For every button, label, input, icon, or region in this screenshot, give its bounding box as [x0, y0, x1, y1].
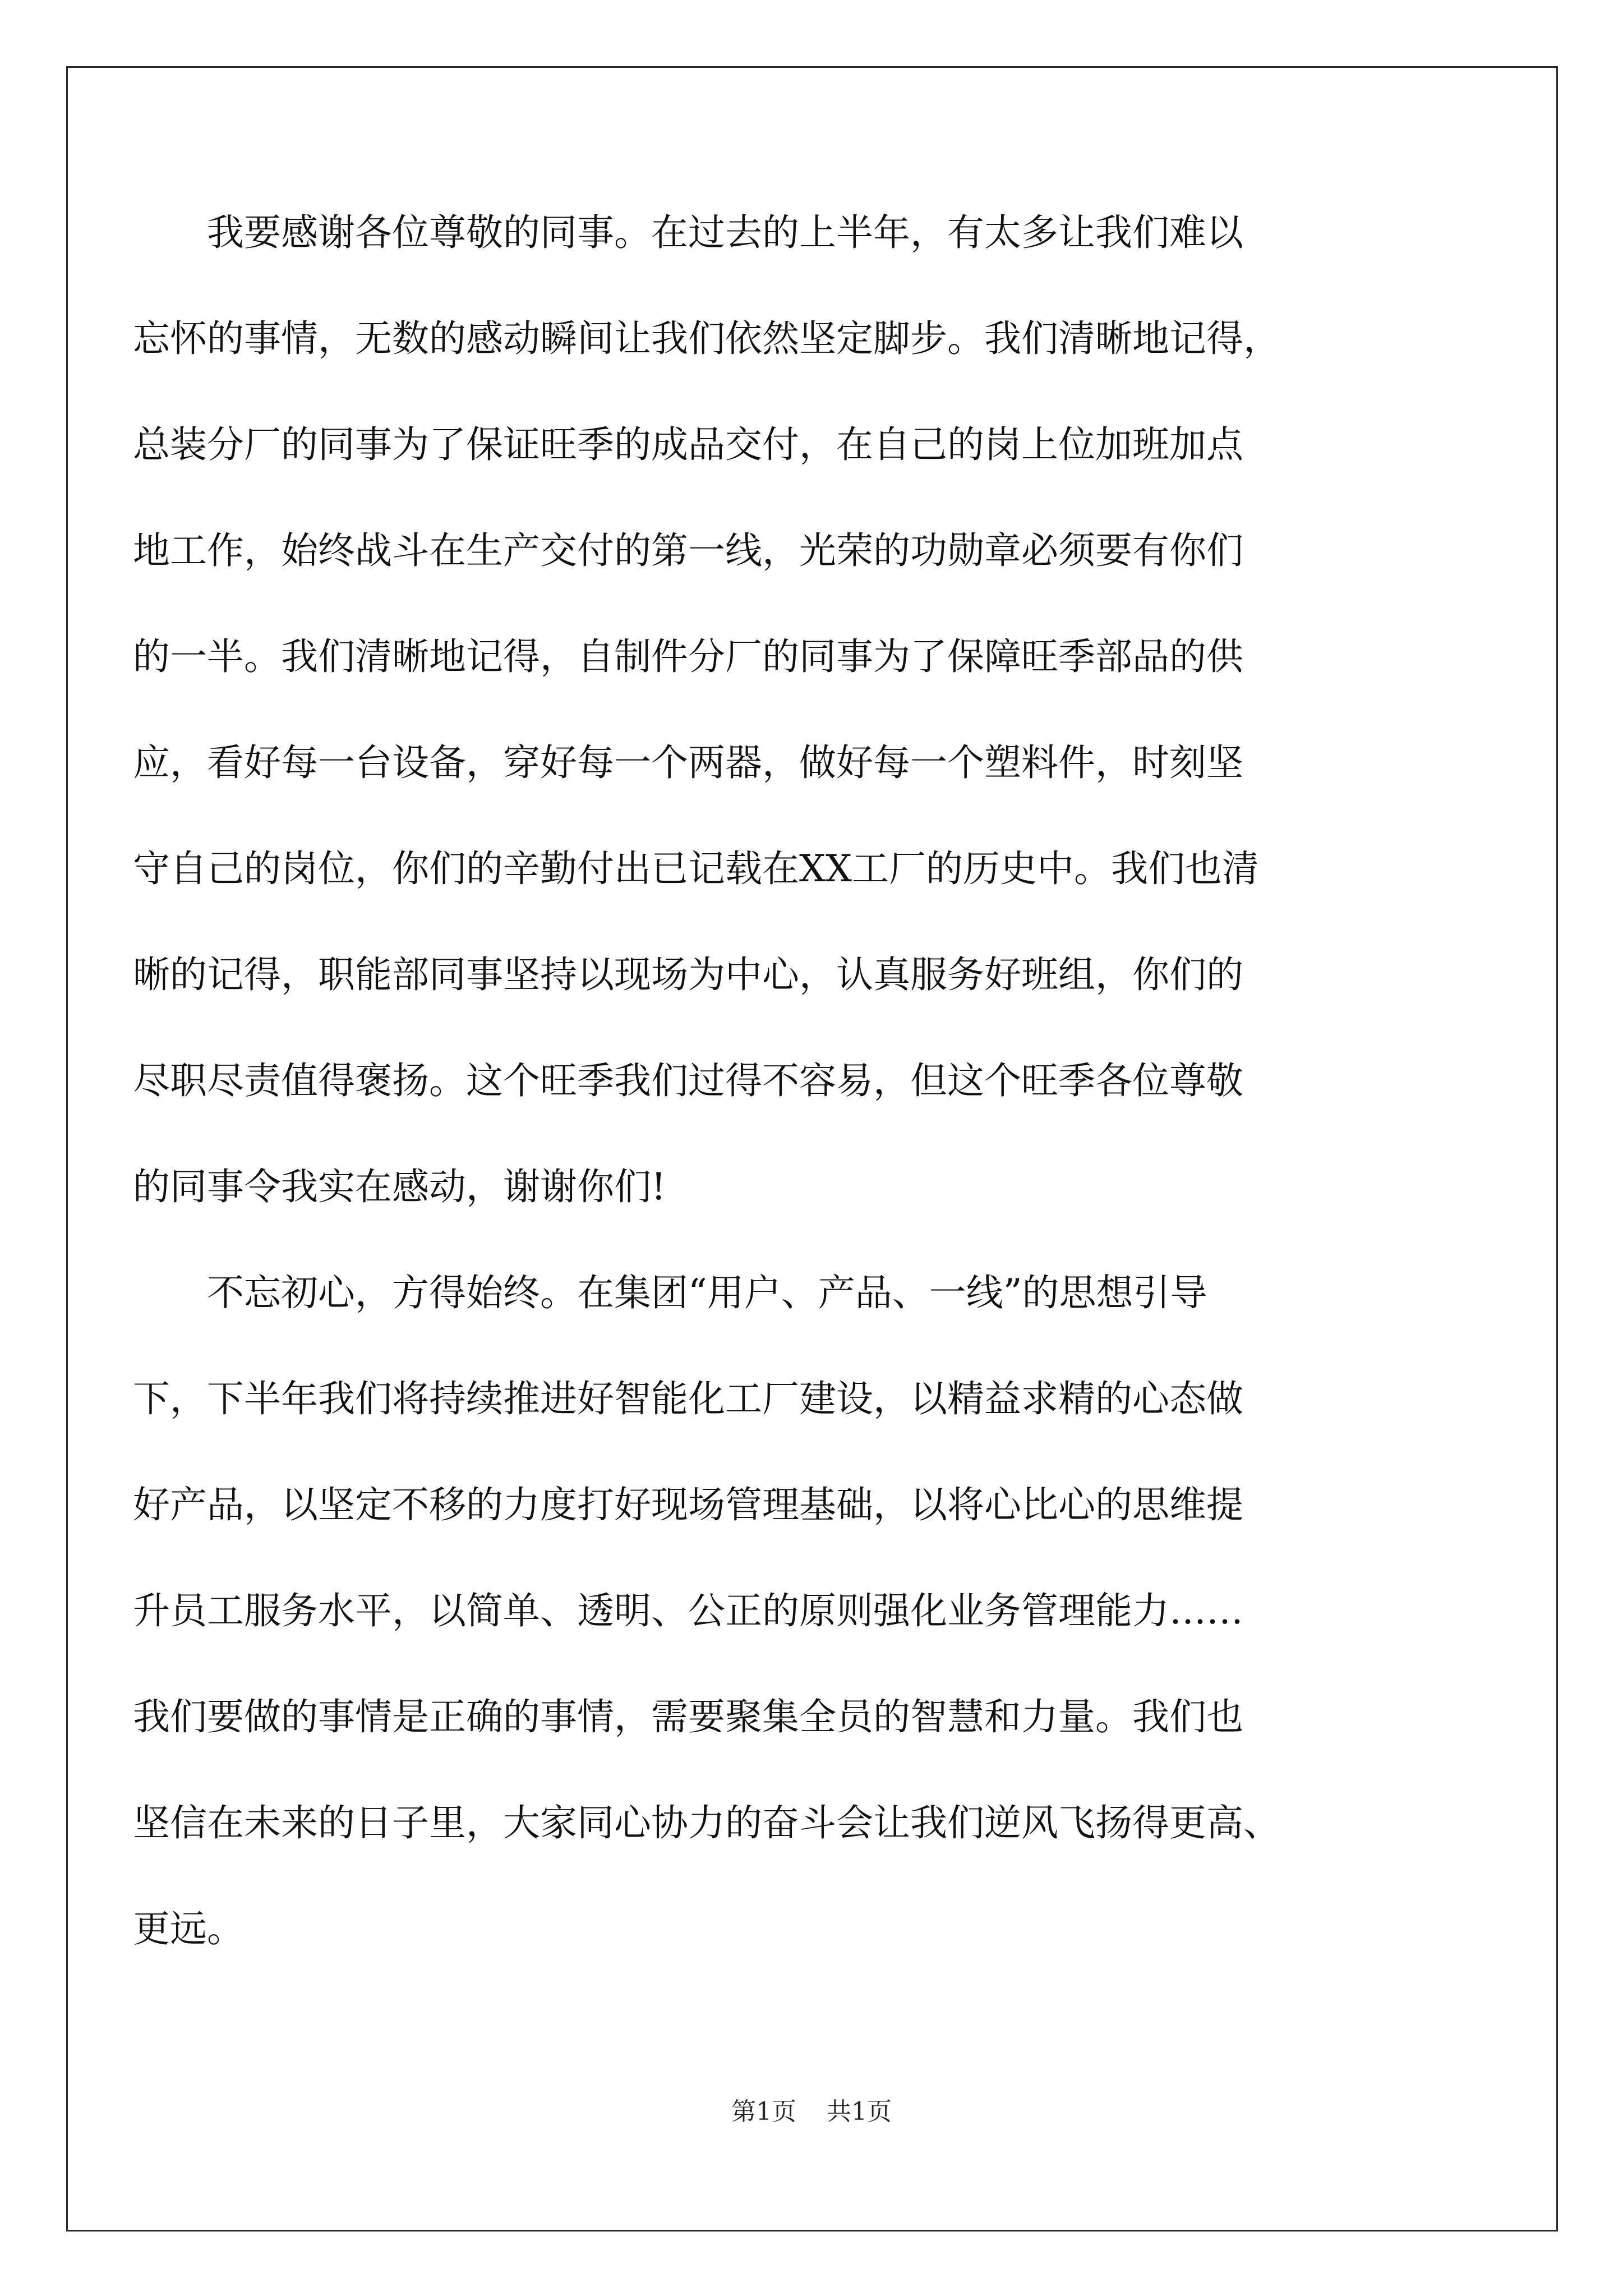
text-line: 好产品，以坚定不移的力度打好现场管理基础，以将心比心的思维提 [133, 1483, 1243, 1526]
text-line: 升员工服务水平，以简单、透明、公正的原则强化业务管理能力…… [133, 1589, 1243, 1632]
text-line: 应，看好每一台设备，穿好每一个两器，做好每一个塑料件，时刻坚 [133, 741, 1243, 784]
text-line: 忘怀的事情，无数的感动瞬间让我们依然坚定脚步。我们清晰地记得， [133, 317, 1280, 360]
text-line: 总装分厂的同事为了保证旺季的成品交付，在自己的岗上位加班加点 [133, 423, 1243, 466]
text-line: 晰的记得，职能部同事坚持以现场为中心，认真服务好班组，你们的 [133, 953, 1243, 996]
page-total: 共1页 [827, 2097, 892, 2126]
text-line: 我们要做的事情是正确的事情，需要聚集全员的智慧和力量。我们也 [133, 1695, 1243, 1738]
text-line: 守自己的岗位，你们的辛勤付出已记载在XX工厂的历史中。我们也清 [133, 847, 1259, 890]
page-footer [0, 2095, 1623, 2129]
text-line: 我要感谢各位尊敬的同事。在过去的上半年，有太多让我们难以 [133, 211, 1243, 254]
text-line: 的同事令我实在感动，谢谢你们! [133, 1165, 666, 1208]
text-line: 尽职尽责值得褒扬。这个旺季我们过得不容易，但这个旺季各位尊敬 [133, 1059, 1243, 1102]
text-line: 下，下半年我们将持续推进好智能化工厂建设，以精益求精的心态做 [133, 1377, 1243, 1420]
page-number: 第1页 [731, 2097, 796, 2126]
text-line: 的一半。我们清晰地记得，自制件分厂的同事为了保障旺季部品的供 [133, 635, 1243, 678]
text-line: 坚信在未来的日子里，大家同心协力的奋斗会让我们逆风飞扬得更高、 [133, 1801, 1280, 1844]
text-line: 更远。 [133, 1907, 244, 1950]
text-line: 地工作，始终战斗在生产交付的第一线，光荣的功勋章必须要有你们 [133, 529, 1243, 572]
page-border [66, 66, 1558, 2231]
text-line: 不忘初心，方得始终。在集团“用户、产品、一线”的思想引导 [133, 1271, 1207, 1314]
